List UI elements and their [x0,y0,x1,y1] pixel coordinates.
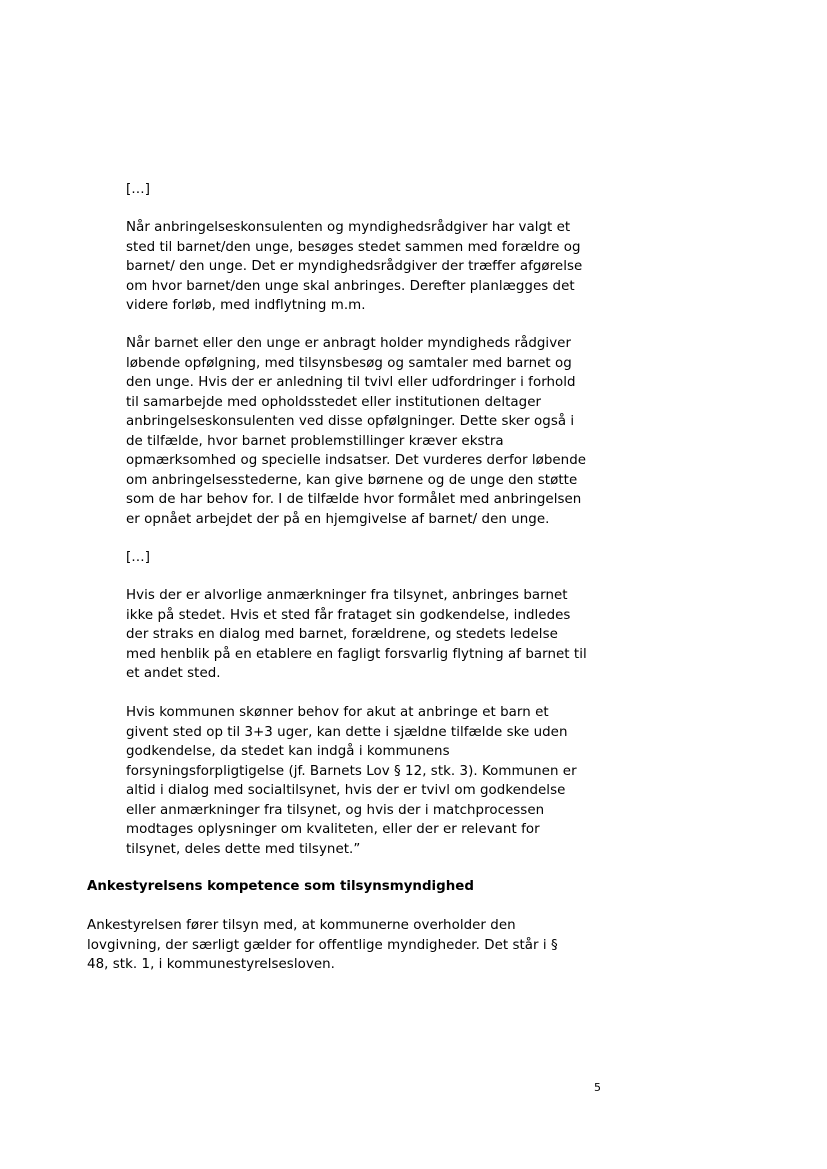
ellipsis-marker: […] [126,550,150,565]
text-line: med henblik på en etablere en fagligt forsvarlig flytning af barnet til [126,646,587,662]
text-line: til samarbejde med opholdsstedet eller institutionen deltager [126,394,542,410]
text-line: løbende opfølgning, med tilsynsbesøg og samtaler med barnet og [126,355,572,371]
text-line: tilsynet, deles dette med tilsynet.” [126,841,361,857]
text-line: der straks en dialog med barnet, forældrene, og stedets ledelse [126,627,558,642]
text-line: Hvis der er alvorlige anmærkninger fra tilsynet, anbringes barnet [126,588,568,603]
text-line: 48, stk. 1, i kommunestyrelsesloven. [87,957,335,972]
text-line: Ankestyrelsen fører tilsyn med, at kommunerne overholder den [87,918,516,933]
text-line: lovgivning, der særligt gælder for offentlige myndigheder. Det står i § [87,937,558,953]
text-line: anbringelseskonsulenten ved disse opfølgninger. Dette sker også i [126,414,575,429]
text-line: sted til barnet/den unge, besøges stedet sammen med forældre og [126,239,581,255]
text-line: modtages oplysninger om kvaliteten, eller der er relevant for [126,822,540,837]
section-heading: Ankestyrelsens kompetence som tilsynsmyndighed [87,879,474,894]
text-line: den unge. Hvis der er anledning til tvivl eller udfordringer i forhold [126,375,576,390]
text-line: Når barnet eller den unge er anbragt holder myndigheds rådgiver [126,336,572,351]
text-line: Når anbringelseskonsulenten og myndighedsrådgiver har valgt et [126,220,571,235]
text-line: forsyningsforpligtigelse (jf. Barnets Lov § 12, stk. 3). Kommunen er [126,763,577,779]
text-line: videre forløb, med indflytning m.m. [126,298,366,313]
text-line: godkendelse, da stedet kan indgå i kommunens [126,744,450,759]
page-number: 5 [594,1081,601,1094]
text-line: et andet sted. [126,666,221,681]
text-line: om anbringelsesstederne, kan give børnene og de unge den støtte [126,472,578,488]
text-line: Hvis kommunen skønner behov for akut at anbringe et barn et [126,705,549,720]
text-line: om hvor barnet/den unge skal anbringes. Derefter planlægges det [126,278,575,294]
text-line: som de har behov for. I de tilfælde hvor formålet med anbringelsen [126,492,582,507]
text-line: de tilfælde, hvor barnet problemstillinger kræver ekstra [126,433,504,449]
ellipsis-marker: […] [126,182,150,197]
text-line: barnet/ den unge. Det er myndighedsrådgiver der træffer afgørelse [126,259,583,274]
text-line: givent sted op til 3+3 uger, kan dette i sjældne tilfælde ske uden [126,724,568,740]
text-line: opmærksomhed og specielle indsatser. Det vurderes derfor løbende [126,453,587,468]
text-line: eller anmærkninger fra tilsynet, og hvis der i matchprocessen [126,802,545,818]
text-line: ikke på stedet. Hvis et sted får frataget sin godkendelse, indledes [126,607,571,623]
text-line: altid i dialog med socialtilsynet, hvis der er tvivl om godkendelse [126,783,566,798]
text-line: er opnået arbejdet der på en hjemgivelse af barnet/ den unge. [126,511,550,527]
